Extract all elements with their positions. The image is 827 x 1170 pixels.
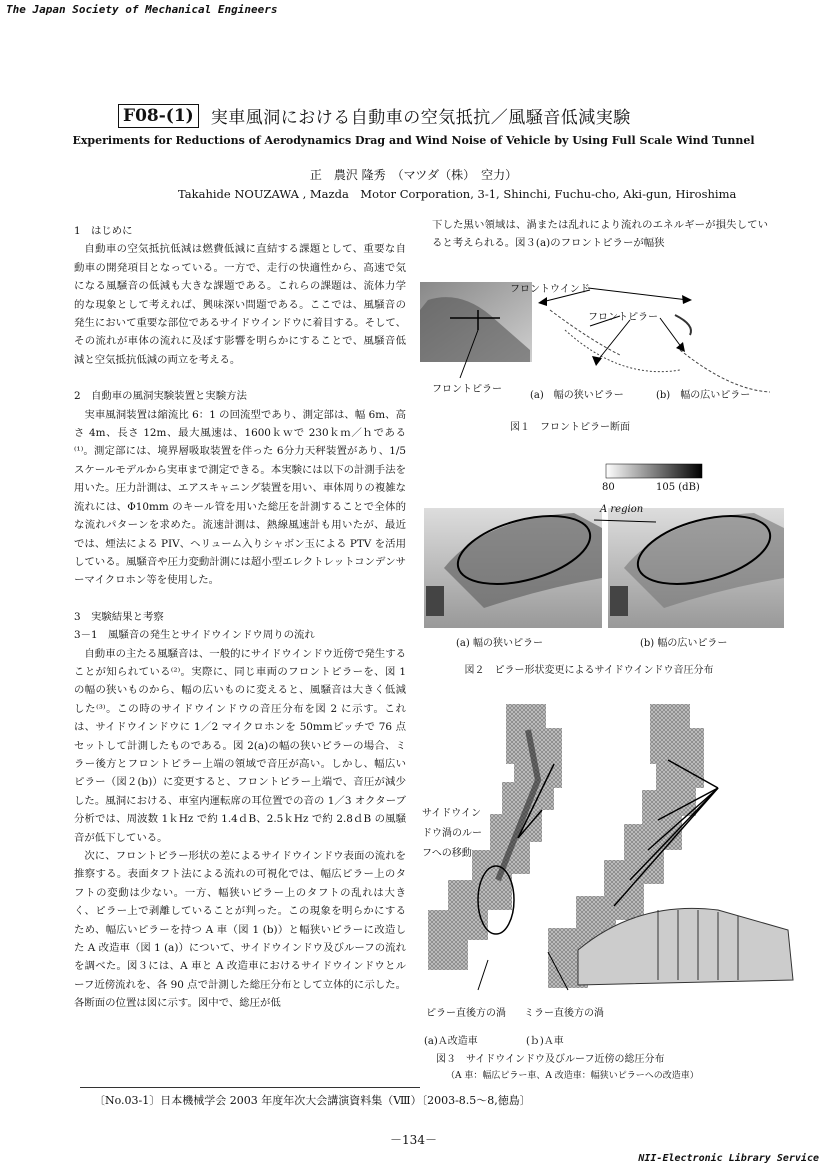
label-front-pillar-right: フロントピラー [588,312,658,323]
paper-title-row [118,103,758,128]
author-en: Takahide NOUZAWA , Mazda Motor Corporation, 3-1, Shinchi, Fuchu-cho, Aki-gun, Hiroshima [178,187,737,201]
section-3-1-heading: 3－1 風騒音の発生とサイドウインドウ周りの流れ [74,629,315,642]
paper-title-ja: 実車風洞における自動車の空気抵抗／風騒音低減実験 [210,108,631,128]
color-scale-bar [606,464,702,478]
label-front-pillar-left: フロントピラー [432,384,502,395]
figure-1 [420,270,780,440]
figure-3-subcaption-b: (ｂ)Ａ車 [526,1036,564,1047]
right-column-text: 下した黒い領域は、渦または乱れにより流れのエネルギーが損失していると考えられる。図３(a)のフロントピラーが幅狭 [432,219,768,250]
section-2-heading: 2 自動車の風洞実験装置と実験方法 [74,390,247,403]
figure-3 [418,700,802,1086]
library-service-footer: NII-Electronic Library Service [638,1153,819,1164]
section-3-1-paragraph-2: 次に、フロントピラー形状の差によるサイドウインドウ表面の流れを推察する。表面タフト法による流れの可視化では、幅広ピラー上のタフトの変動は少ない。一方、幅狭いピラー上のタフトの乱れは大きく、ピラー上で剥離していることが判った。この現象を明らかにするため、幅広いピラーを持つ A 車（図 1 (b)）と幅狭いピラーに改造した A 改造車（図 1 (a)）について、サイドウインドウ及びルーフの流れを調べた。図３には、A 車と A 改造車におけるサイドウインドウとルーフ近傍流れを、各 90 点で計測した総圧分布として立体的に示した。各断面の位置は図に示す。図中で、総圧が低 [74,850,406,1010]
conference-citation: 〔No.03-1〕日本機械学会 2003 年度年次大会講演資料集（Ⅷ）〔2003-8.5～8,徳島〕 [94,1094,531,1107]
paper-code: F08-(1) [118,104,199,128]
footer-divider [80,1087,420,1088]
figure-3-note: （A 車：幅広ピラー車、A 改造車：幅狭いピラーへの改造車） [446,1071,699,1081]
figure-3-caption: 図３ サイドウインドウ及びルーフ近傍の総圧分布 [436,1054,665,1065]
figure-3-subcaption-a: (a)Ａ改造車 [424,1036,478,1047]
label-side-window-vortex: サイドウイン ドウ渦のルー フへの移動 [422,808,482,859]
section-1-heading: 1 はじめに [74,225,133,237]
scale-max-label: 105 (dB) [656,482,700,493]
figure-2-subcaption-b: (b) 幅の広いピラー [640,638,728,649]
section-2-body: 実車風洞装置は縮流比 6：1 の回流型であり、測定部は、幅 6m、高さ 4m、長さ 12m、最大風速は、1600ｋｗで 230ｋｍ／ｈである⁽¹⁾。測定部には、境界層吸取装置を伴った 6分力天秤装置があり、1/5 スケールモデルから実車まで測定できる。本実験には以下の計測手法を用いた。圧力計測は、エアスキャニング装置を用い、車体周りの複雑な流れには、Φ10mm のキール管を用いた総圧を計測することで全体的な流れパターンを求めた。流速計測は、熱線風速計も用いたが、最近では、煙法による PIV、ヘリューム入りシャボン玉による PTV を活用している。風騒音や圧力変動計測には超小型エレクトレットコンデンサーマイクロホン等を使用した。 [74,408,406,587]
label-pillar-vortex: ピラー直後方の渦 [426,1008,506,1019]
left-column [74,222,406,1013]
figure-2-subcaption-a: (a) 幅の狭いピラー [456,638,543,649]
section-3-1-paragraph-1: 自動車の主たる風騒音は、一般的にサイドウインドウ近傍で発生することが知られている⁽²⁾。実際に、同じ車両のフロントピラーを、図 1 の幅の狭いものから、幅の広いものに変えると、風騒音は大きく低減した⁽³⁾。この時のサイドウインドウの音圧分布を図 2 に示す。これは、サイドウインドウに 1／2 マイクロホンを 50mmピッチで 76 点セットして計測したものである。図 2(a)の幅の狭いピラーの場合、ミラー後方とフロントピラー上端の領域で音圧が高い。しかし、幅広いピラー（図２(b)）に変更すると、フロントピラー上端で、音圧が減少した。風洞における、車室内運転席の耳位置での音の 1／3 オクターブ分析では、周波数 1ｋHz で約 1.4ｄB、2.5ｋHz で約 2.8ｄB の風騒音が低下している。 [74,647,406,844]
label-mirror-vortex: ミラー直後方の渦 [524,1008,604,1019]
figure-1-subcaption-a: (a) 幅の狭いピラー [530,390,624,401]
page-number: －134－ [390,1133,437,1147]
a-region-label: A region [600,504,644,515]
section-3-heading: 3 実験結果と考察 [74,610,164,623]
figure-1-subcaption-b: (b) 幅の広いピラー [656,390,751,401]
paper-title-en: Experiments for Reductions of Aerodynamics Drag and Wind Noise of Vehicle by Using Full Scale Wind Tunnel [72,134,755,147]
figure-1-caption: 図１ フロントピラー断面 [510,422,630,433]
figure-1-drawing [420,270,780,440]
figure-2-caption: 図２ ピラー形状変更によるサイドウインドウ音圧分布 [464,665,714,676]
label-front-window: フロントウインド [510,284,590,295]
scale-min-label: 80 [602,482,615,493]
section-1-body: 自動車の空気抵抗低減は燃費低減に直結する課題として、重要な自動車の開発項目となっている。一方で、走行の快適性から、高速で気になる風騒音の低減も大きな課題である。これらの課題は、流体力学的な現象として考えれば、興味深い問題である。ここでは、風騒音の発生において重要な部位であるサイドウインドウに着目する。そして、その流れが車体の流れに及ぼす影響を明らかにすることで、風騒音低減と空気抵抗低減の両立を考える。 [74,243,406,366]
figure-1-section-b [675,315,691,335]
author-ja: 正 農沢 隆秀 （マツダ（株） 空力） [309,168,518,182]
society-header: The Japan Society of Mechanical Engineers [6,3,278,16]
figure-2 [424,458,784,678]
